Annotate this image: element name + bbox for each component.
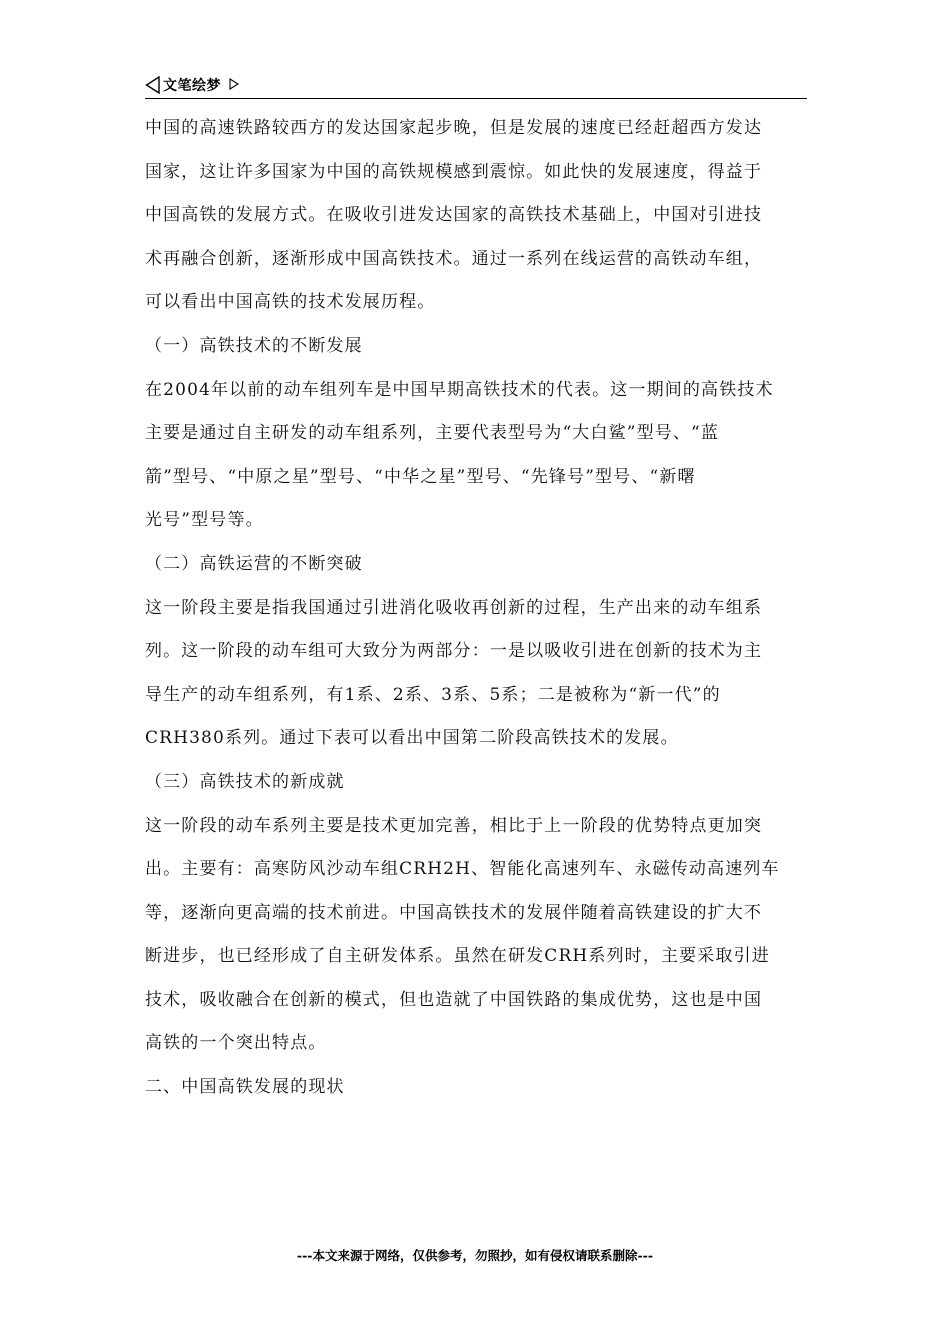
triangle-left-outline-icon	[145, 76, 161, 94]
header-title: 文笔绘梦	[163, 78, 221, 94]
text-line: 这一阶段的动车系列主要是技术更加完善，相比于上一阶段的优势特点更加突	[145, 815, 763, 836]
text-line: 等，逐渐向更高端的技术前进。中国高铁技术的发展伴随着高铁建设的扩大不	[145, 902, 763, 923]
text-line: 技术，吸收融合在创新的模式，但也造就了中国铁路的集成优势，这也是中国	[145, 989, 763, 1010]
page-header	[145, 72, 807, 99]
text-line: 导生产的动车组系列，有1系、2系、3系、5系；二是被称为“新一代”的	[145, 684, 721, 705]
triangle-right-outline-icon	[229, 75, 239, 87]
text-line: 光号”型号等。	[145, 510, 264, 531]
text-line: 箭”型号、“中原之星”型号、“中华之星”型号、“先锋号”型号、“新曙	[145, 466, 696, 487]
text-line: 中国高铁的发展方式。在吸收引进发达国家的高铁技术基础上，中国对引进技	[145, 205, 763, 226]
document-body	[145, 107, 807, 1110]
section-heading: 二、中国高铁发展的现状	[145, 1077, 345, 1098]
section-heading: （三）高铁技术的新成就	[145, 771, 345, 792]
text-line: 出。主要有：高寒防风沙动车组CRH2H、智能化高速列车、永磁传动高速列车	[145, 859, 780, 880]
text-line: 术再融合创新，逐渐形成中国高铁技术。通过一系列在线运营的高铁动车组，	[145, 248, 763, 269]
text-line: 可以看出中国高铁的技术发展历程。	[145, 292, 436, 313]
text-line: CRH380系列。通过下表可以看出中国第二阶段高铁技术的发展。	[145, 728, 679, 749]
text-line: 断进步，也已经形成了自主研发体系。虽然在研发CRH系列时，主要采取引进	[145, 946, 770, 967]
page-footer-disclaimer: ---本文来源于网络，仅供参考，勿照抄，如有侵权请联系删除---	[296, 1248, 654, 1263]
text-line: 在2004年以前的动车组列车是中国早期高铁技术的代表。这一期间的高铁技术	[145, 379, 774, 400]
text-line: 高铁的一个突出特点。	[145, 1033, 327, 1054]
text-line: 列。这一阶段的动车组可大致分为两部分：一是以吸收引进在创新的技术为主	[145, 641, 763, 662]
text-line: 国家，这让许多国家为中国的高铁规模感到震惊。如此快的发展速度，得益于	[145, 161, 763, 182]
text-line: 中国的高速铁路较西方的发达国家起步晚，但是发展的速度已经赶超西方发达	[145, 118, 763, 138]
text-line: 这一阶段主要是指我国通过引进消化吸收再创新的过程，生产出来的动车组系	[145, 597, 763, 618]
section-heading: （一）高铁技术的不断发展	[145, 335, 363, 356]
section-heading: （二）高铁运营的不断突破	[145, 553, 363, 574]
text-line: 主要是通过自主研发的动车组系列，主要代表型号为“大白鲨”型号、“蓝	[145, 423, 720, 444]
